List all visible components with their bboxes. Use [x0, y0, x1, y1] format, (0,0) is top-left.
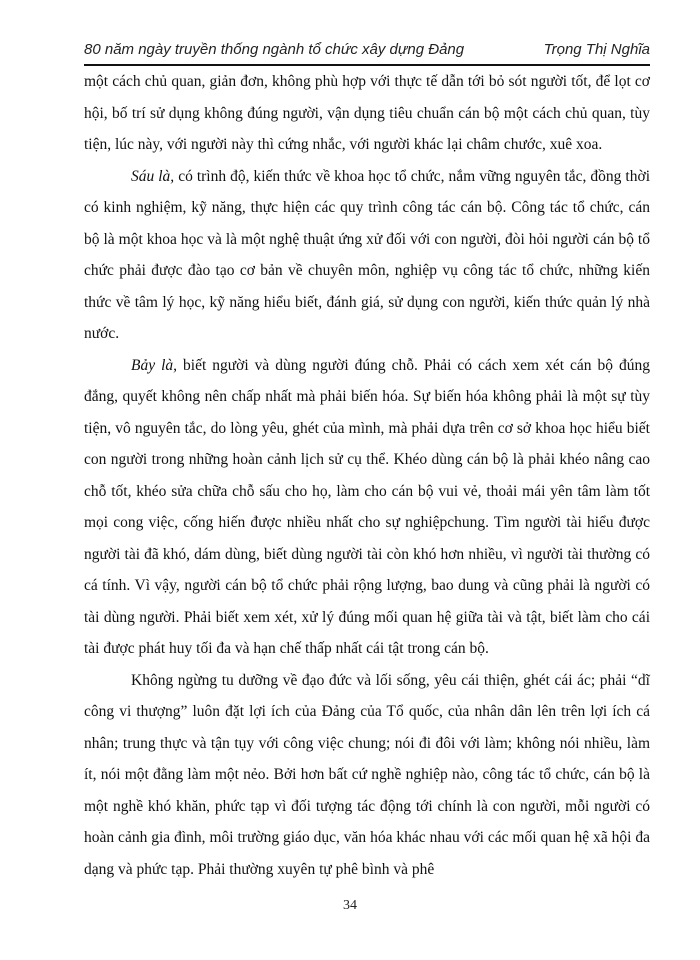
- page-body: [84, 66, 650, 885]
- paragraph-text: một cách chủ quan, giản đơn, không phù hợp với thực tế dẫn tới bỏ sót người tốt, để lọt cơ hội, bố trí sử dụng không đúng người, vận dụng tiêu chuẩn cán bộ một cách chủ quan, tùy tiện, lúc này, với người này thì cứng nhắc, với người khác lại châm chước, xuê xoa.: [84, 73, 650, 153]
- paragraph-continuation: [84, 66, 650, 161]
- paragraph-lead: Sáu là,: [131, 167, 175, 185]
- page-number: 34: [343, 898, 357, 913]
- paragraph-bay-la: [84, 350, 650, 665]
- running-header: [84, 38, 650, 66]
- header-author: Trọng Thị Nghĩa: [543, 41, 650, 58]
- paragraph-text: có trình độ, kiến thức về khoa học tổ chức, nắm vững nguyên tắc, đồng thời có kinh nghiệm, kỹ năng, thực hiện các quy trình công tác cán bộ. Công tác tổ chức, cán bộ là một khoa học và là một nghệ thuật ứng xử đối với con người, đòi hỏi người cán bộ tổ chức phải được đào tạo cơ bản về chuyên môn, nghiệp vụ công tác tổ chức, những kiến thức về tâm lý học, kỹ năng hiểu biết, đánh giá, sử dụng con người, kiến thức quản lý nhà nước.: [84, 167, 650, 342]
- paragraph-lead: Bảy là,: [131, 356, 178, 374]
- paragraph-text: Không ngừng tu dưỡng về đạo đức và lối sống, yêu cái thiện, ghét cái ác; phải “dĩ công vi thượng” luôn đặt lợi ích của Đảng của Tổ quốc, của nhân dân lên trên lợi ích cá nhân; trung thực và tận tụy với công việc chung; nói đi đôi với làm; không nói nhiều, làm ít, nói một đằng làm một nẻo. Bởi hơn bất cứ nghề nghiệp nào, công tác tổ chức, cán bộ là một nghề khó khăn, phức tạp vì đối tượng tác động tới chính là con người, mỗi người có hoàn cảnh gia đình, môi trường giáo dục, văn hóa khác nhau với các mối quan hệ xã hội đa dạng và phức tạp. Phải thường xuyên tự phê bình và phê: [84, 671, 650, 878]
- paragraph-sau-la: [84, 161, 650, 350]
- header-book-title: 80 năm ngày truyền thống ngành tổ chức xây dựng Đảng: [84, 41, 465, 58]
- paragraph-text: biết người và dùng người đúng chỗ. Phải có cách xem xét cán bộ đúng đắng, quyết không nên chấp nhất mà phải biến hóa. Sự biến hóa không phải là một sự tùy tiện, vô nguyên tắc, do lòng yêu, ghét của mình, mà phải dựa trên cơ sở khoa học hiểu biết con người trong những hoàn cảnh lịch sử cụ thể. Khéo dùng cán bộ là phải khéo nâng cao chỗ tốt, khéo sửa chữa chỗ sấu cho họ, làm cho cán bộ vui vẻ, thoải mái yên tâm làm tốt mọi cong việc, cống hiến được nhiều nhất cho sự nghiệpchung. Tìm người tài hiểu được người tài đã khó, dám dùng, biết dùng người tài còn khó hơn nhiều, vì người tài thường có cá tính. Vì vậy, người cán bộ tổ chức phải rộng lượng, bao dung và cũng phải là người có tài dùng người. Phải biết xem xét, xử lý đúng mối quan hệ giữa tài và tật, biết làm cho cái tài được phát huy tối đa và hạn chế thấp nhất cái tật trong cán bộ.: [84, 356, 651, 657]
- paragraph-dao-duc: [84, 665, 650, 886]
